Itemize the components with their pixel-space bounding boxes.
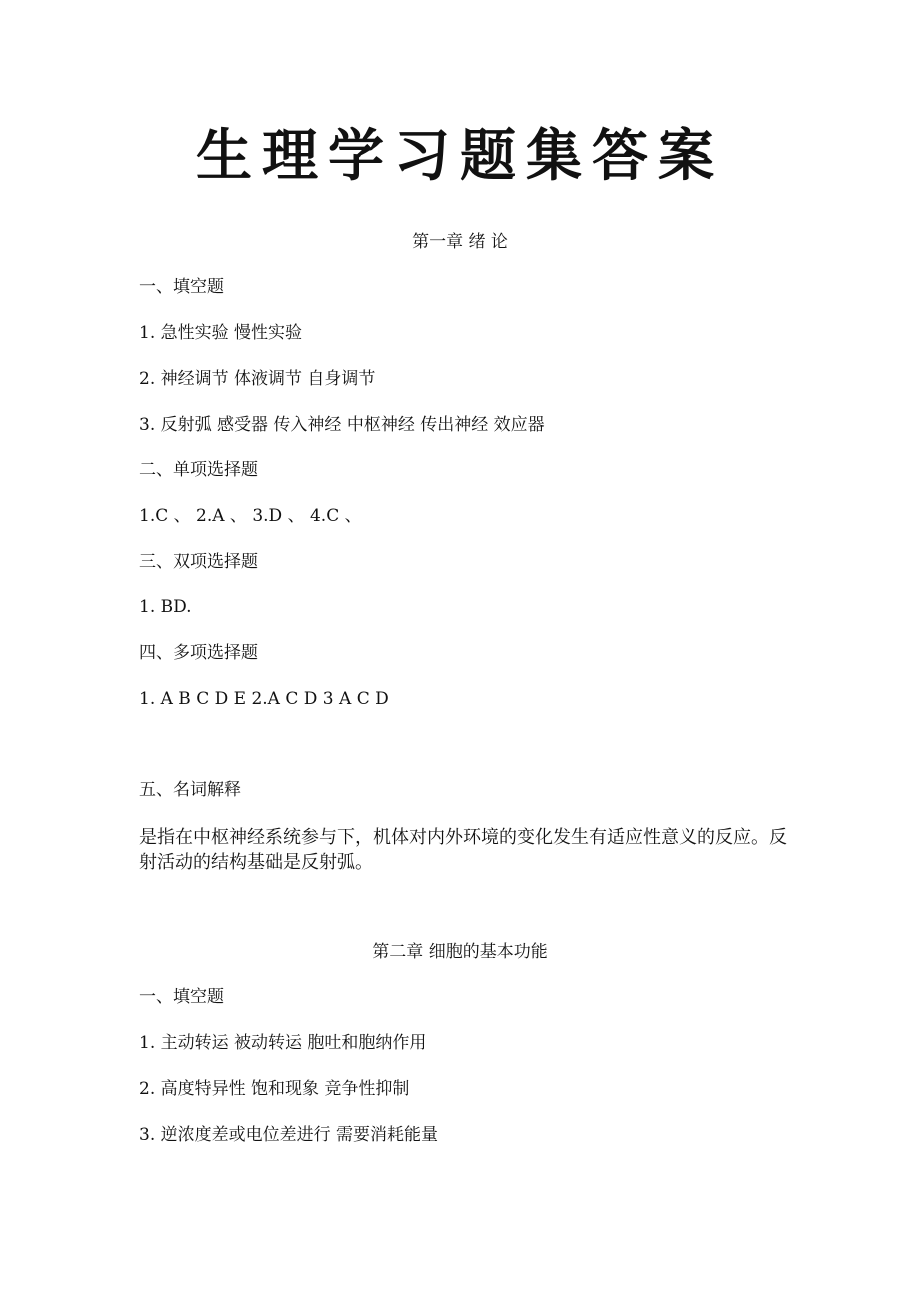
chapter-1-heading: 第一章 绪 论: [412, 232, 508, 252]
chapter-1-single-choice-answers: 1.C 、 2.A 、 3.D 、 4.C 、: [139, 506, 362, 526]
chapter-1-fill-in-item-1: 1. 急性实验 慢性实验: [139, 323, 303, 343]
chapter-1-multiple-choice-answers: 1. A B C D E 2.A C D 3 A C D: [139, 689, 389, 709]
chapter-1-term-definition-heading: 五、名词解释: [139, 780, 241, 800]
chapter-2-fill-in-item-3: 3. 逆浓度差或电位差进行 需要消耗能量: [139, 1125, 439, 1145]
chapter-1-fill-in-heading: 一、填空题: [139, 277, 224, 297]
chapter-1-double-choice-heading: 三、双项选择题: [139, 552, 258, 572]
chapter-1-fill-in-item-2: 2. 神经调节 体液调节 自身调节: [139, 369, 376, 389]
chapter-1-double-choice-answers: 1. BD.: [139, 597, 192, 617]
chapter-2-fill-in-item-2: 2. 高度特异性 饱和现象 竞争性抑制: [139, 1079, 410, 1099]
chapter-2-fill-in-item-1: 1. 主动转运 被动转运 胞吐和胞纳作用: [139, 1033, 427, 1053]
chapter-1-multiple-choice-heading: 四、多项选择题: [139, 643, 258, 663]
chapter-1-term-definition-text: 是指在中枢神经系统参与下，机体对内外环境的变化发生有适应性意义的反应。反射活动的结构基础是反射弧。: [139, 827, 787, 873]
chapter-1-single-choice-heading: 二、单项选择题: [139, 460, 258, 480]
chapter-1-fill-in-item-3: 3. 反射弧 感受器 传入神经 中枢神经 传出神经 效应器: [139, 415, 545, 435]
document-title: 生理学习题集答案: [196, 123, 724, 189]
chapter-2-fill-in-heading: 一、填空题: [139, 987, 224, 1007]
chapter-2-heading: 第二章 细胞的基本功能: [372, 942, 548, 962]
